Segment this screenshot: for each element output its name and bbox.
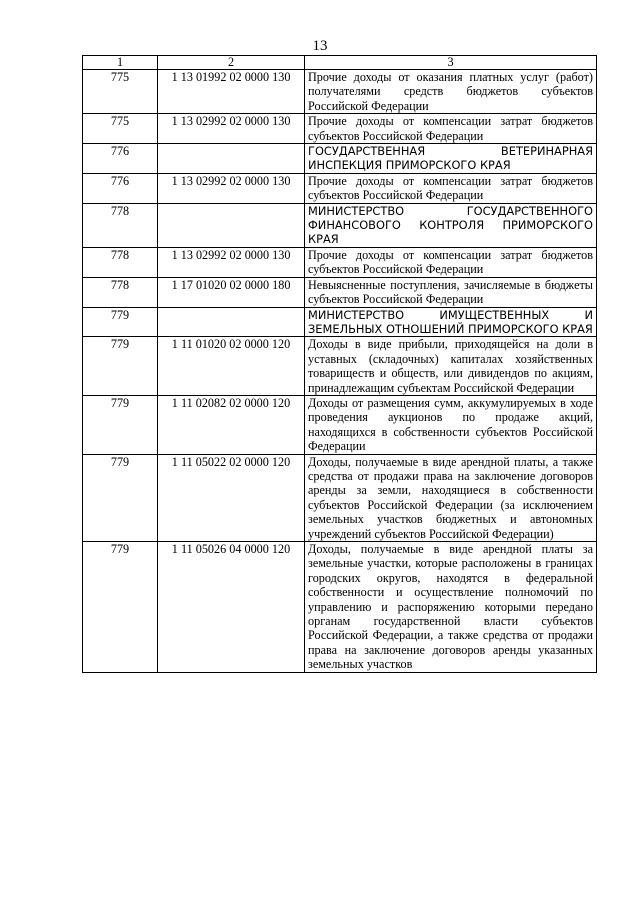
revenue-code-cell: 1 13 02992 02 0000 130 (158, 247, 305, 277)
table-row (83, 173, 597, 203)
admin-code-cell: 778 (83, 247, 158, 277)
revenue-code-cell: 1 11 02082 02 0000 120 (158, 395, 305, 454)
table-row (83, 203, 597, 247)
admin-code-cell: 779 (83, 454, 158, 541)
revenue-description-cell: Прочие доходы от компенсации затрат бюджетов субъектов Российской Федерации (305, 247, 597, 277)
table-header-row (83, 56, 597, 70)
table-row (83, 70, 597, 114)
table-row (83, 454, 597, 541)
admin-code-cell: 775 (83, 114, 158, 144)
admin-code-cell: 779 (83, 542, 158, 673)
table-body (83, 56, 597, 673)
page-number: 13 (312, 38, 328, 54)
revenue-description-cell: Доходы в виде прибыли, приходящейся на доли в уставных (складочных) капиталах хозяйственных товариществ и обществ, или дивидендов по акциям, принадлежащим субъектам Российской Федерации (305, 337, 597, 396)
revenue-description-cell: Доходы от размещения сумм, аккумулируемых в ходе проведения аукционов по продаже акций, находящихся в собственности субъектов Российской Федерации (305, 395, 597, 454)
admin-code-cell: 776 (83, 144, 158, 174)
revenue-code-cell (158, 144, 305, 174)
organization-name-cell: МИНИСТЕРСТВО ГОСУДАРСТВЕННОГО ФИНАНСОВОГО КОНТРОЛЯ ПРИМОРСКОГО КРАЯ (305, 203, 597, 247)
revenue-description-cell: Прочие доходы от компенсации затрат бюджетов субъектов Российской Федерации (305, 114, 597, 144)
table-row (83, 144, 597, 174)
admin-code-cell: 779 (83, 395, 158, 454)
revenue-description-cell: Прочие доходы от оказания платных услуг (работ) получателями средств бюджетов субъектов Российской Федерации (305, 70, 597, 114)
admin-code-cell: 779 (83, 307, 158, 337)
revenue-description-cell: Прочие доходы от компенсации затрат бюджетов субъектов Российской Федерации (305, 173, 597, 203)
organization-name-cell: МИНИСТЕРСТВО ИМУЩЕСТВЕННЫХ И ЗЕМЕЛЬНЫХ ОТНОШЕНИЙ ПРИМОРСКОГО КРАЯ (305, 307, 597, 337)
revenue-code-cell (158, 307, 305, 337)
admin-code-cell: 778 (83, 277, 158, 307)
table-row (83, 542, 597, 673)
header-col-2: 2 (158, 56, 305, 70)
revenue-code-cell: 1 13 02992 02 0000 130 (158, 114, 305, 144)
table-row (83, 395, 597, 454)
table-row (83, 114, 597, 144)
revenue-code-cell: 1 11 05026 04 0000 120 (158, 542, 305, 673)
admin-code-cell: 778 (83, 203, 158, 247)
revenue-code-cell: 1 13 01992 02 0000 130 (158, 70, 305, 114)
revenue-codes-table (82, 55, 597, 673)
revenue-code-cell: 1 11 01020 02 0000 120 (158, 337, 305, 396)
table-row (83, 247, 597, 277)
revenue-code-cell: 1 11 05022 02 0000 120 (158, 454, 305, 541)
table-row (83, 277, 597, 307)
header-col-1: 1 (83, 56, 158, 70)
header-col-3: 3 (305, 56, 597, 70)
admin-code-cell: 775 (83, 70, 158, 114)
admin-code-cell: 779 (83, 337, 158, 396)
admin-code-cell: 776 (83, 173, 158, 203)
revenue-description-cell: Доходы, получаемые в виде арендной платы, а также средства от продажи права на заключение договоров аренды за земли, находящиеся в собственности субъектов Российской Федерации (за исключением земельных участков бюджетных и автономных учреждений субъектов Российской Федерации) (305, 454, 597, 541)
revenue-description-cell: Невыясненные поступления, зачисляемые в бюджеты субъектов Российской Федерации (305, 277, 597, 307)
table-row (83, 307, 597, 337)
table-row (83, 337, 597, 396)
revenue-code-cell (158, 203, 305, 247)
organization-name-cell: ГОСУДАРСТВЕННАЯ ВЕТЕРИНАРНАЯ ИНСПЕКЦИЯ ПРИМОРСКОГО КРАЯ (305, 144, 597, 174)
revenue-code-cell: 1 13 02992 02 0000 130 (158, 173, 305, 203)
revenue-code-cell: 1 17 01020 02 0000 180 (158, 277, 305, 307)
revenue-description-cell: Доходы, получаемые в виде арендной платы за земельные участки, которые расположены в границах городских округов, находятся в федеральной собственности и осуществление полномочий по управлению и распоряжению которыми передано органам государственной власти субъектов Российской Федерации, а также средства от продажи права на заключение договоров аренды указанных земельных участков (305, 542, 597, 673)
